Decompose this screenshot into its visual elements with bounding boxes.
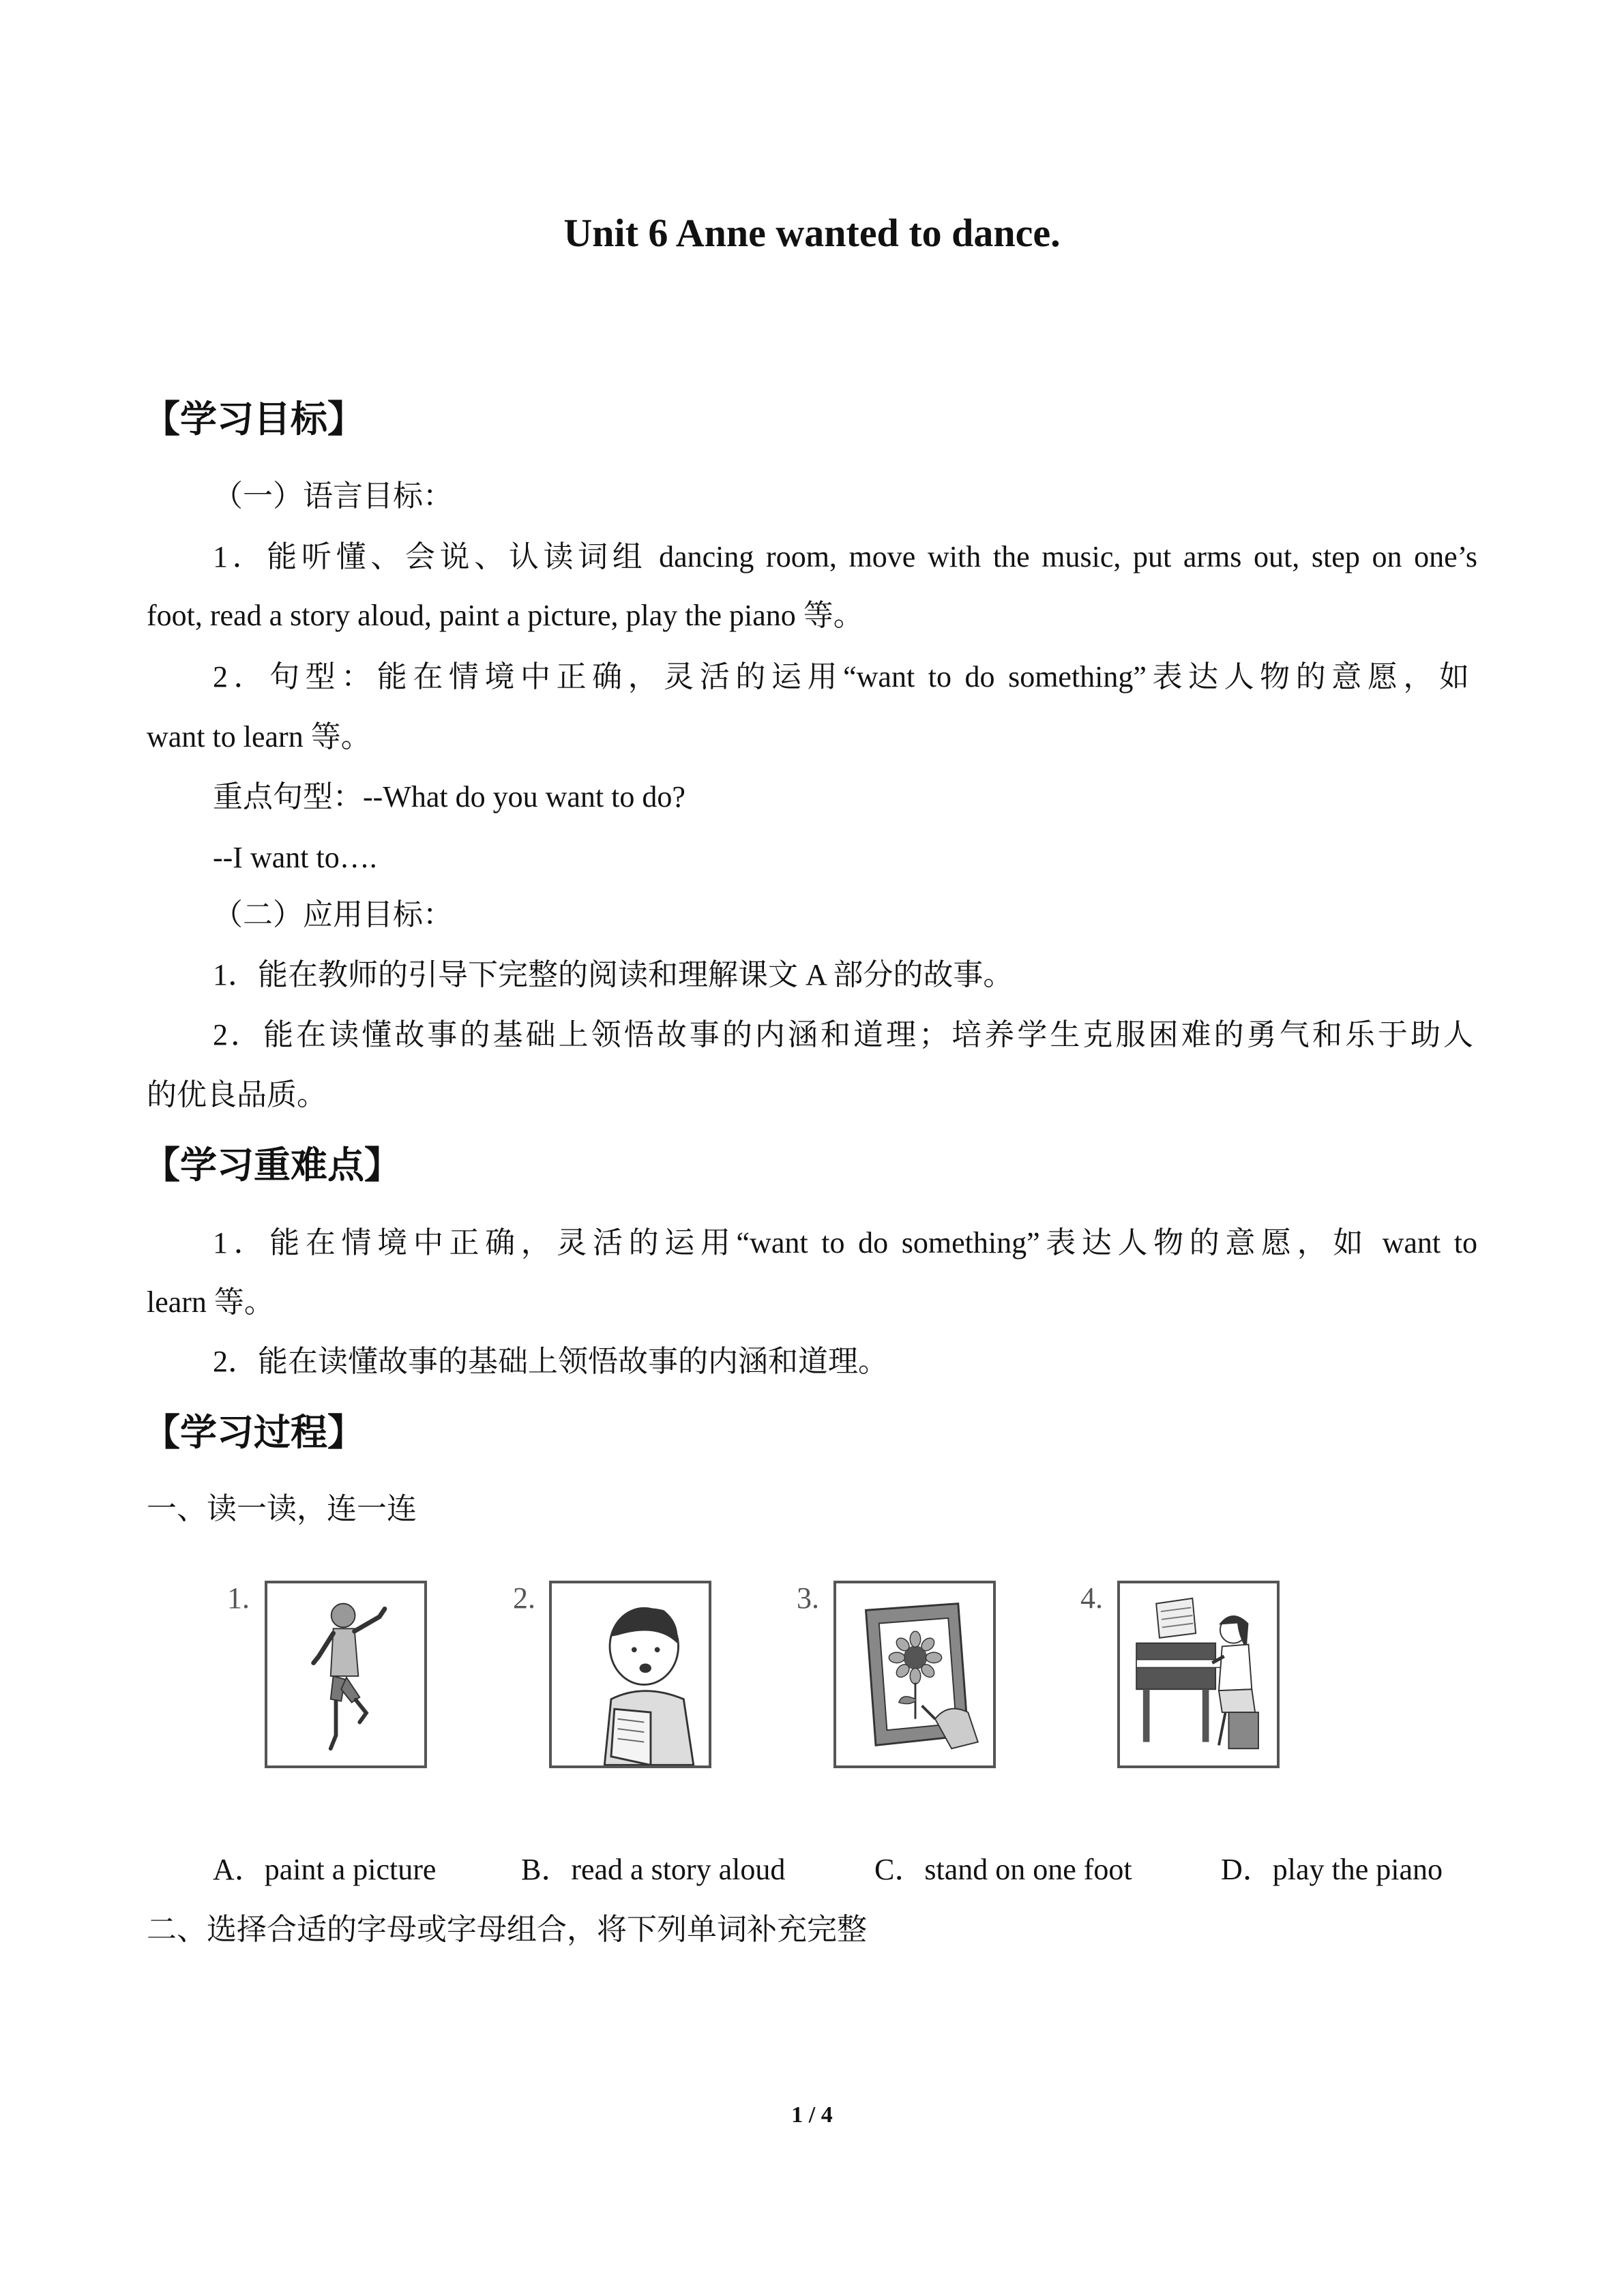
girl-playing-piano-icon	[1117, 1581, 1280, 1768]
exercise-1-title: 一、读一读，连一连	[147, 1492, 417, 1525]
picture-1-number: 1.	[227, 1581, 250, 1615]
section-heading-keypoints: 【学习重难点】	[143, 1144, 401, 1187]
keypoint-item-1-line-1: 1．能在情境中正确，灵活的运用“want to do something”表达人物的意愿，如 want to	[213, 1226, 1477, 1259]
objective-item-2-line-1: 2．句型：能在情境中正确，灵活的运用“want to do something”表达人物的意愿，如	[213, 660, 1469, 694]
section-heading-objectives: 【学习目标】	[143, 398, 364, 441]
boy-standing-on-one-foot-icon	[265, 1581, 427, 1768]
answer-sentence-pattern: --I want to….	[213, 841, 377, 874]
keypoint-item-2: 2．能在读懂故事的基础上领悟故事的内涵和道理。	[213, 1345, 888, 1378]
page-title: Unit 6 Anne wanted to dance.	[563, 211, 1061, 255]
picture-3-number: 3.	[797, 1581, 819, 1615]
option-d: D．play the piano	[1221, 1853, 1443, 1886]
keypoint-item-1-line-2: learn 等。	[147, 1285, 274, 1319]
key-sentence-pattern: 重点句型：--What do you want to do?	[213, 780, 685, 814]
application-goal-heading: （二）应用目标：	[213, 898, 453, 931]
option-a: A．paint a picture	[213, 1853, 437, 1886]
option-b: B．read a story aloud	[521, 1853, 786, 1886]
application-item-1: 1．能在教师的引导下完整的阅读和理解课文 A 部分的故事。	[213, 958, 1014, 992]
objective-item-2-line-2: want to learn 等。	[147, 720, 371, 754]
picture-4-number: 4.	[1080, 1581, 1103, 1615]
boy-reading-aloud-icon	[549, 1581, 711, 1768]
language-goal-heading: （一）语言目标：	[213, 479, 453, 513]
exercise-2-title: 二、选择合适的字母或字母组合，将下列单词补充完整	[147, 1913, 867, 1946]
section-heading-process: 【学习过程】	[143, 1411, 364, 1454]
painting-sunflower-icon	[833, 1581, 996, 1768]
picture-2-number: 2.	[513, 1581, 535, 1615]
objective-item-1-line-2: foot, read a story aloud, paint a picture, play the piano 等。	[147, 599, 863, 632]
application-item-2-line-2: 的优良品质。	[147, 1078, 327, 1112]
objective-item-1-line-1: 1．能听懂、会说、认读词组 dancing room, move with the music, put arms out, step on one’s	[213, 540, 1477, 573]
page-number: 1 / 4	[791, 2102, 833, 2128]
application-item-2-line-1: 2．能在读懂故事的基础上领悟故事的内涵和道理；培养学生克服困难的勇气和乐于助人	[213, 1018, 1473, 1052]
option-c: C．stand on one foot	[874, 1853, 1132, 1886]
